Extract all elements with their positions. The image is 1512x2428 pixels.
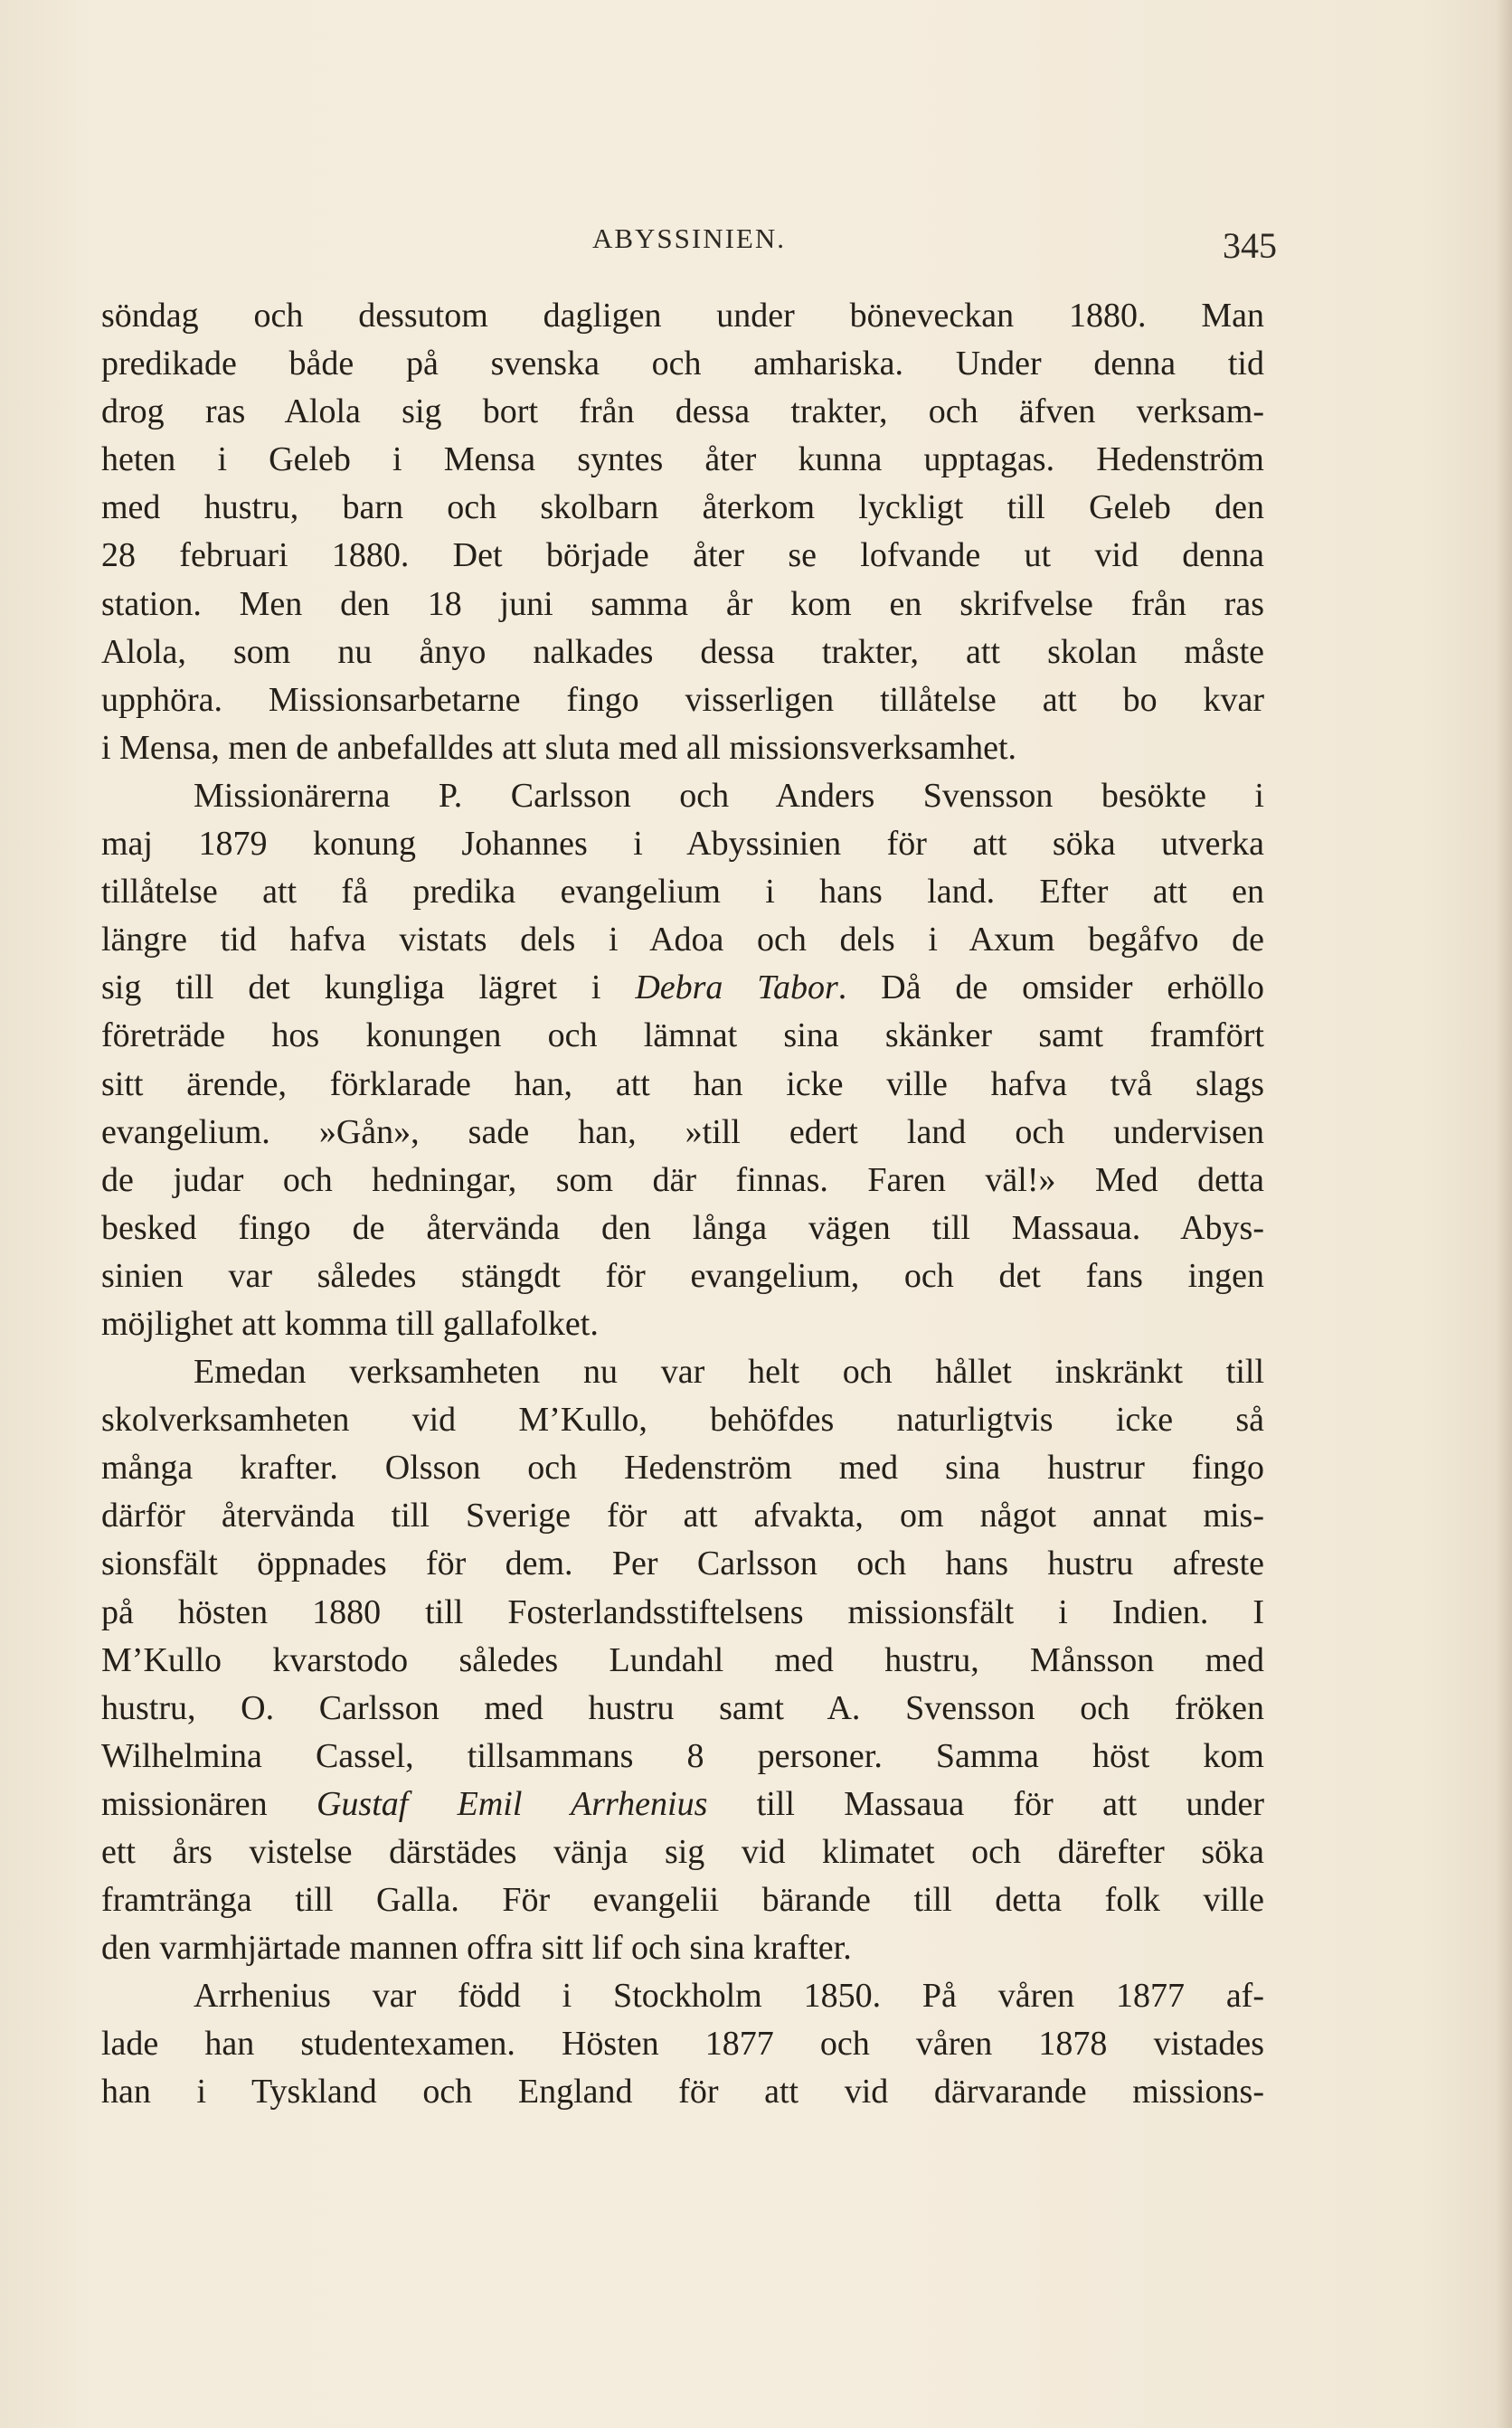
page-edge-shadow	[1496, 0, 1512, 2428]
text-line: Missionärerna P. Carlsson och Anders Svensson besökte i	[194, 776, 1264, 815]
text-line: M’Kullo kvarstodo således Lundahl med hustru, Månsson med	[101, 1640, 1264, 1679]
text-line: station. Men den 18 juni samma år kom en skrifvelse från ras	[101, 584, 1264, 623]
text-line: ett års vistelse därstädes vänja sig vid klimatet och därefter söka	[101, 1833, 1264, 1871]
text-line	[101, 1781, 1264, 1828]
text-line: den varmhjärtade mannen offra sitt lif och sina krafter.	[101, 1929, 852, 1968]
text-line: Arrhenius var född i Stockholm 1850. På våren 1877 af-	[194, 1977, 1264, 2016]
text-line: heten i Geleb i Mensa syntes åter kunna upptagas. Hedenström	[101, 440, 1264, 479]
text-line: på hösten 1880 till Fosterlandsstiftelsens missionsfält i Indien. I	[101, 1592, 1264, 1631]
text-line: längre tid hafva vistats dels i Adoa och dels i Axum begåfvo de	[101, 921, 1264, 959]
text-line: 28 februari 1880. Det började åter se lofvande ut vid denna	[101, 536, 1264, 575]
page-header	[101, 217, 1277, 271]
body-text	[101, 292, 1264, 2117]
text-line: de judar och hedningar, som där finnas. Faren väl!» Med detta	[101, 1160, 1264, 1199]
text-line: upphöra. Missionsarbetarne fingo visserligen tillåtelse att bo kvar	[101, 680, 1264, 719]
italic-person-name: Gustaf Emil Arrhenius	[316, 1784, 708, 1823]
text-segment: sig till det kungliga lägret i	[101, 968, 636, 1007]
text-line: företräde hos konungen och lämnat sina skänker samt framfört	[101, 1016, 1264, 1055]
text-line: möjlighet att komma till gallafolket.	[101, 1304, 599, 1343]
text-line: hustru, O. Carlsson med hustru samt A. Svensson och fröken	[101, 1688, 1264, 1727]
text-segment: till Massaua för att under	[707, 1784, 1264, 1823]
text-line: med hustru, barn och skolbarn återkom lyckligt till Geleb den	[101, 488, 1264, 527]
text-line: lade han studentexamen. Hösten 1877 och våren 1878 vistades	[101, 2025, 1264, 2064]
text-line: skolverksamheten vid M’Kullo, behöfdes naturligtvis icke så	[101, 1401, 1264, 1440]
italic-place-name: Debra Tabor	[635, 968, 838, 1007]
text-line: Emedan verksamheten nu var helt och hållet inskränkt till	[194, 1353, 1264, 1392]
text-line	[101, 964, 1264, 1012]
text-line: i Mensa, men de anbefalldes att sluta med all missionsverksamhet.	[101, 728, 1017, 767]
text-line: många krafter. Olsson och Hedenström med sina hustrur fingo	[101, 1449, 1264, 1488]
text-line: söndag och dessutom dagligen under böneveckan 1880. Man	[101, 297, 1264, 335]
text-line: tillåtelse att få predika evangelium i hans land. Efter att en	[101, 873, 1264, 912]
text-line: framtränga till Galla. För evangelii bärande till detta folk ville	[101, 1881, 1264, 1920]
running-head: ABYSSINIEN.	[591, 222, 787, 254]
text-segment: . Då de omsider erhöllo	[837, 968, 1264, 1007]
text-line: Wilhelmina Cassel, tillsammans 8 personer. Samma höst kom	[101, 1736, 1264, 1775]
text-line: sinien var således stängdt för evangelium, och det fans ingen	[101, 1256, 1264, 1295]
text-line: evangelium. »Gån», sade han, »till edert land och undervisen	[101, 1112, 1264, 1151]
text-line: sitt ärende, förklarade han, att han icke ville hafva två slags	[101, 1064, 1264, 1103]
text-line: sionsfält öppnades för dem. Per Carlsson och hans hustru afreste	[101, 1545, 1264, 1583]
text-line: han i Tyskland och England för att vid därvarande missions-	[101, 2073, 1264, 2112]
text-line: besked fingo de återvända den långa vägen till Massaua. Abys-	[101, 1208, 1264, 1247]
text-segment: missionären	[101, 1784, 317, 1823]
text-line: predikade både på svenska och amhariska. Under denna tid	[101, 345, 1264, 383]
page-number: 345	[1223, 225, 1277, 266]
text-line: drog ras Alola sig bort från dessa trakter, och äfven verksam-	[101, 392, 1264, 431]
text-line: Alola, som nu ånyo nalkades dessa trakter, att skolan måste	[101, 632, 1264, 671]
text-line: maj 1879 konung Johannes i Abyssinien för att söka utverka	[101, 825, 1264, 864]
text-line: därför återvända till Sverige för att afvakta, om något annat mis-	[101, 1497, 1264, 1535]
